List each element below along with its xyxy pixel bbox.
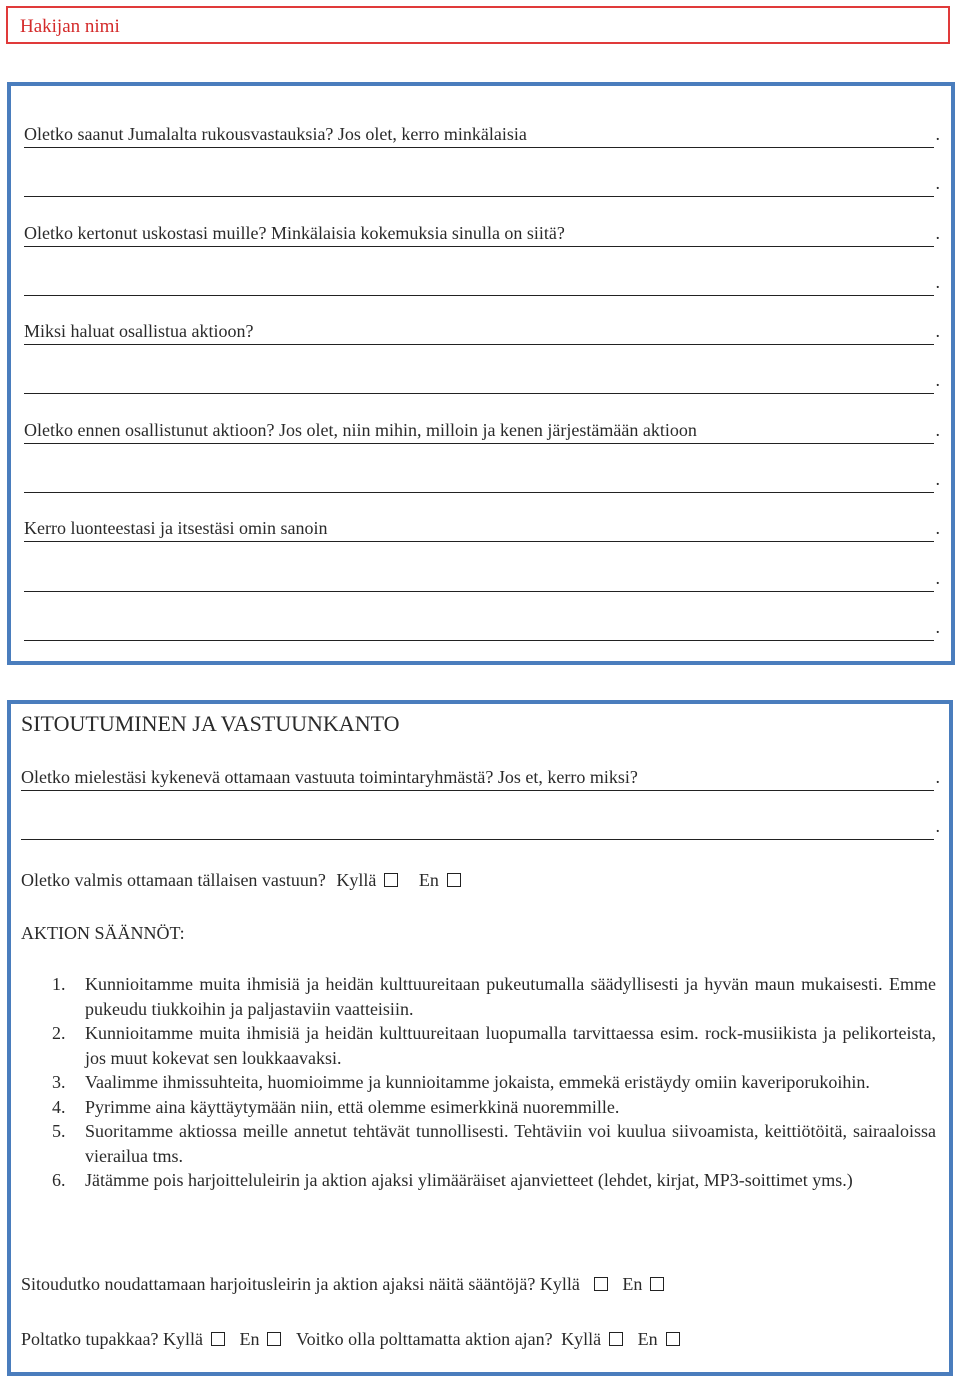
answer-line-prayer[interactable]: Oletko saanut Jumalalta rukousvastauksia? Jos olet, kerro minkälaisia .: [24, 126, 934, 148]
yes-label: Kyllä: [539, 1274, 580, 1294]
no-label: En: [239, 1329, 260, 1349]
question-smoking: Poltatko tupakkaa?: [21, 1329, 159, 1349]
smoking-row: [21, 1329, 686, 1350]
rules-list: [52, 972, 936, 1193]
checkbox-abstain-no[interactable]: [666, 1332, 680, 1346]
checkbox-smoke-yes[interactable]: [211, 1332, 225, 1346]
checkbox-ready-no[interactable]: [447, 873, 461, 887]
answer-line-witness-2[interactable]: .: [24, 274, 934, 296]
yes-label: Kyllä: [561, 1329, 602, 1349]
commit-rules-row: [21, 1274, 670, 1295]
applicant-name-label: Hakijan nimi: [20, 16, 120, 37]
yes-label: Kyllä: [336, 870, 377, 890]
no-label: En: [637, 1329, 658, 1349]
answer-line-witness[interactable]: Oletko kertonut uskostasi muille? Minkälaisia kokemuksia sinulla on siitä? .: [24, 225, 934, 247]
question-witness: Oletko kertonut uskostasi muille? Minkälaisia kokemuksia sinulla on siitä?: [24, 223, 565, 243]
question-motivation: Miksi haluat osallistua aktioon?: [24, 321, 254, 341]
checkbox-commit-no[interactable]: [650, 1277, 664, 1291]
no-label: En: [622, 1274, 643, 1294]
rule-item: 5. Suoritamme aktiossa meille annetut tehtävät tunnollisesti. Tehtäviin voi kuulua siivoamista, keittiötöitä, sairaaloissa vierailua tms.: [52, 1121, 936, 1166]
answer-line-personality-2[interactable]: .: [24, 570, 934, 592]
responsibility-ready-row: [21, 870, 467, 891]
question-previous-participation: Oletko ennen osallistunut aktioon? Jos olet, niin mihin, milloin ja kenen järjestämään aktioon: [24, 420, 697, 440]
yes-label: Kyllä: [162, 1329, 203, 1349]
answer-line-prayer-2[interactable]: .: [24, 175, 934, 197]
question-prayer-answers: Oletko saanut Jumalalta rukousvastauksia? Jos olet, kerro minkälaisia: [24, 124, 527, 144]
no-label: En: [418, 870, 439, 890]
answer-line-personality[interactable]: Kerro luonteestasi ja itsestäsi omin sanoin .: [24, 520, 934, 542]
checkbox-ready-yes[interactable]: [384, 873, 398, 887]
checkbox-commit-yes[interactable]: [594, 1277, 608, 1291]
rule-item: 4. Pyrimme aina käyttäytymään niin, että olemme esimerkkinä nuoremmille.: [52, 1096, 620, 1117]
applicant-name-field[interactable]: [6, 6, 950, 44]
checkbox-abstain-yes[interactable]: [609, 1332, 623, 1346]
rule-item: 6. Jätämme pois harjoitteluleirin ja aktion ajaksi ylimääräiset ajanvietteet (lehdet, kirjat, MP3-soittimet yms.): [52, 1170, 853, 1190]
section-heading-commitment: SITOUTUMINEN JA VASTUUNKANTO: [21, 711, 400, 736]
rule-item: 1. Kunnioitamme muita ihmisiä ja heidän kulttuureitaan pukeutumalla säädyllisesti ja hyvän maun mukaisesti. Emme pukeudu tiukkoihin ja paljastaviin vaatteisiin.: [52, 974, 936, 1019]
question-abstain: Voitko olla polttamatta aktion ajan?: [295, 1329, 553, 1349]
answer-line-previous[interactable]: Oletko ennen osallistunut aktioon? Jos olet, niin mihin, milloin ja kenen järjestämään aktioon .: [24, 422, 934, 444]
question-commit-rules: Sitoudutko noudattamaan harjoitusleirin ja aktion ajaksi näitä sääntöjä?: [21, 1274, 536, 1294]
question-responsibility: Oletko mielestäsi kykenevä ottamaan vastuuta toimintaryhmästä? Jos et, kerro miksi?: [21, 767, 638, 787]
answer-line-responsibility[interactable]: Oletko mielestäsi kykenevä ottamaan vastuuta toimintaryhmästä? Jos et, kerro miksi? .: [21, 769, 934, 791]
answer-line-responsibility-2[interactable]: .: [21, 818, 934, 840]
answer-line-personality-3[interactable]: .: [24, 619, 934, 641]
checkbox-smoke-no[interactable]: [267, 1332, 281, 1346]
answer-line-motivation[interactable]: Miksi haluat osallistua aktioon? .: [24, 323, 934, 345]
question-personality: Kerro luonteestasi ja itsestäsi omin sanoin: [24, 518, 328, 538]
question-ready: Oletko valmis ottamaan tällaisen vastuun?: [21, 870, 326, 890]
rules-heading: AKTION SÄÄNNÖT:: [21, 923, 185, 943]
rule-item: 3. Vaalimme ihmissuhteita, huomioimme ja kunnioitamme jokaista, emmekä eristäydy omiin kaveriporukoihin.: [52, 1072, 870, 1092]
rule-item: 2. Kunnioitamme muita ihmisiä ja heidän kulttuureitaan luopumalla tarvittaessa esim. rock-musiikista ja pelikorteista, jos muut kokevat sen loukkaavaksi.: [52, 1023, 936, 1068]
answer-line-previous-2[interactable]: .: [24, 471, 934, 493]
answer-line-motivation-2[interactable]: .: [24, 372, 934, 394]
